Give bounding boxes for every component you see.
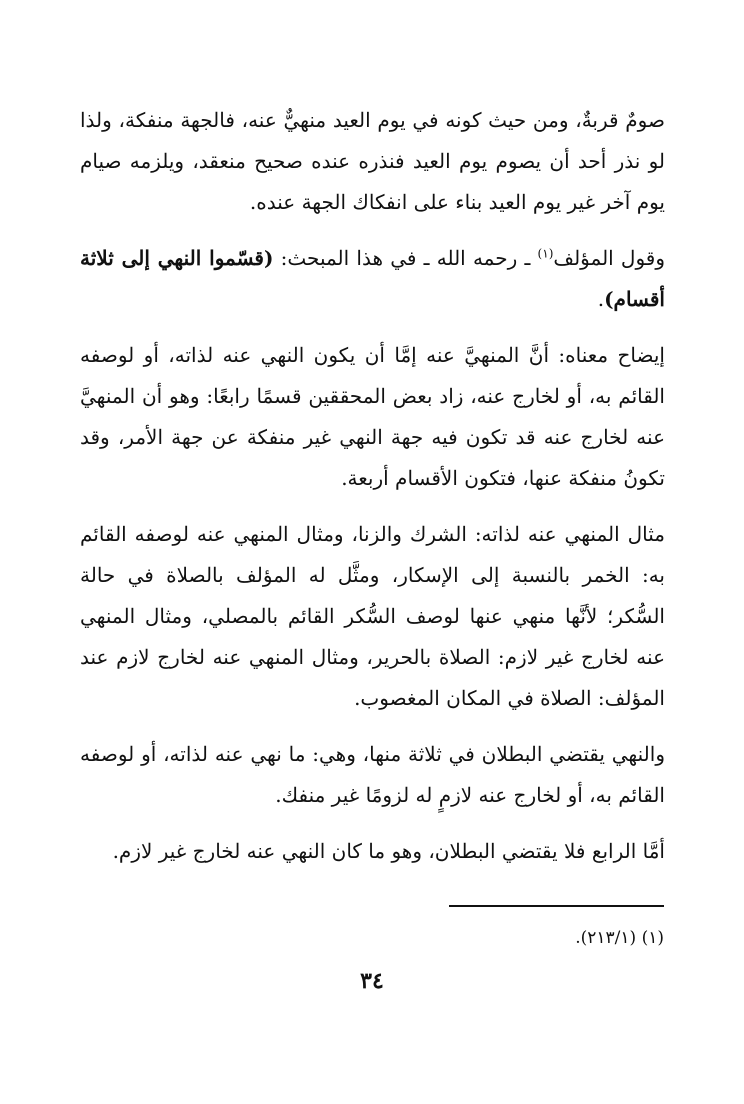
paragraph-2 [80,238,665,320]
page-number: ٣٤ [360,968,384,994]
paragraph-4: مثال المنهي عنه لذاته: الشرك والزنا، ومثال المنهي عنه لوصفه القائم به: الخمر بالنسبة إلى الإسكار، ومثَّل له المؤلف بالصلاة في حالة السُّكر؛ لأنَّها منهي عنها لوصف السُّكر القائم بالمصلي، ومثال المنهي عنه لخارج غير لازم: الصلاة بالحرير، ومثال المنهي عنه لخارج لازم عند المؤلف: الصلاة في المكان المغصوب. [80,522,665,710]
page-body [80,100,665,887]
footnote: (١) (٢١٣/١). [575,928,664,948]
paragraph-3: إيضاح معناه: أنَّ المنهيَّ عنه إمَّا أن يكون النهي عنه لذاته، أو لوصفه القائم به، أو لخارج عنه، زاد بعض المحققين قسمًا رابعًا: وهو أن المنهيَّ عنه لخارج عنه قد تكون فيه جهة النهي غير منفكة عن جهة الأمر، وقد تكونُ منفكة عنها، فتكون الأقسام أربعة. [80,343,665,490]
paragraph-6: أمَّا الرابع فلا يقتضي البطلان، وهو ما كان النهي عنه لخارج غير لازم. [112,839,665,863]
bold-quote: (قسّموا النهي إلى ثلاثة أقسام) [80,246,665,311]
paragraph-2-lead: وقول المؤلف [553,246,666,270]
footnote-reference[interactable]: (١) [537,246,554,261]
footnote-divider [449,905,664,907]
paragraph-2-end: . [597,287,605,311]
paragraph-1: صومٌ قربةٌ، ومن حيث كونه في يوم العيد منهيٌّ عنه، فالجهة منفكة، ولذا لو نذر أحد أن يصوم يوم العيد فنذره عنده صحيح منعقد، ويلزمه صيام يوم آخر غير يوم العيد بناء على انفكاك الجهة عنده. [80,108,665,214]
paragraph-5: والنهي يقتضي البطلان في ثلاثة منها، وهي: ما نهي عنه لذاته، أو لوصفه القائم به، أو لخارج عنه لازمٍ له لزومًا غير منفك. [80,742,665,807]
paragraph-2-middle: ـ رحمه الله ـ في هذا المبحث: [273,246,538,270]
